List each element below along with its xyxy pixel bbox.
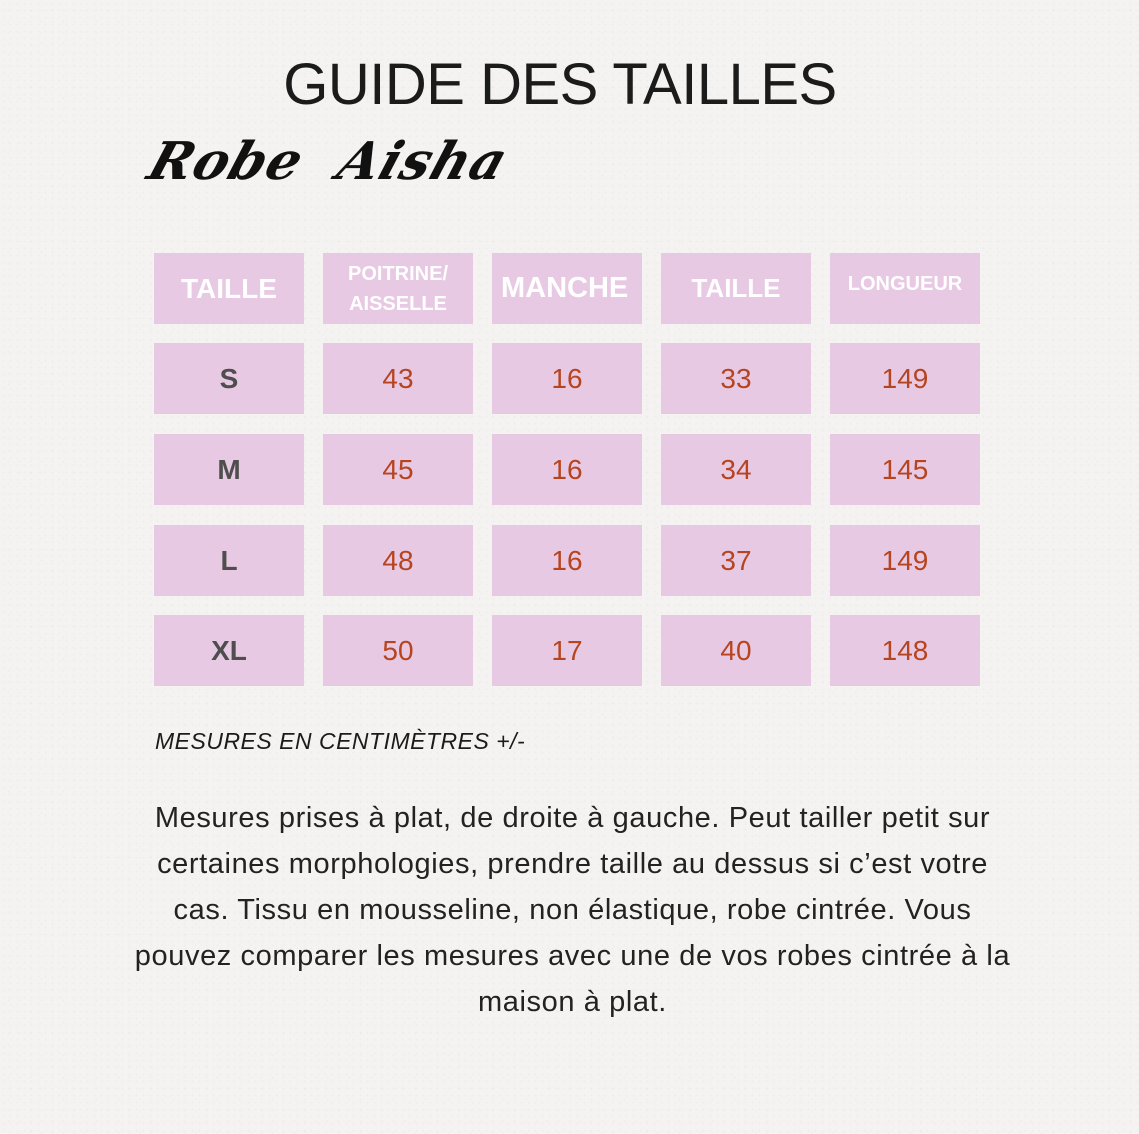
table-cell-size <box>154 343 304 414</box>
cell-value: 16 <box>551 544 583 576</box>
cell-value: 40 <box>720 634 752 666</box>
cell-value: 48 <box>382 544 414 576</box>
cell-value: 149 <box>881 544 929 576</box>
header-cell-sleeve <box>492 253 642 324</box>
header-cell-length <box>830 253 980 324</box>
table-cell <box>830 343 980 414</box>
measurement-unit-note: MESURES EN CENTIMÈTRES +/- <box>155 728 526 754</box>
cell-value: 45 <box>382 453 414 485</box>
cell-value: 33 <box>720 362 752 394</box>
cell-value: 16 <box>551 362 583 394</box>
table-cell <box>323 343 473 414</box>
table-cell <box>323 615 473 686</box>
cell-value: 37 <box>720 544 752 576</box>
header-label: MANCHE <box>501 272 629 304</box>
table-cell <box>830 434 980 505</box>
header-label: LONGUEUR <box>847 273 963 295</box>
table-cell <box>323 434 473 505</box>
table-cell <box>492 615 642 686</box>
page-title: GUIDE DES TAILLES <box>283 52 837 117</box>
table-cell-size <box>154 615 304 686</box>
header-cell-chest <box>323 253 473 324</box>
product-name: Robe Aisha <box>140 131 516 192</box>
cell-value: M <box>217 453 241 485</box>
table-cell-size <box>154 525 304 596</box>
cell-value: 50 <box>382 634 414 666</box>
table-cell <box>661 343 811 414</box>
table-cell <box>323 525 473 596</box>
table-cell <box>661 615 811 686</box>
table-cell <box>661 434 811 505</box>
table-cell-size <box>154 434 304 505</box>
cell-value: 148 <box>881 634 929 666</box>
cell-value: 149 <box>881 362 929 394</box>
table-cell <box>492 343 642 414</box>
table-cell <box>492 525 642 596</box>
cell-value: 17 <box>551 634 583 666</box>
cell-value: 43 <box>382 362 414 394</box>
cell-value: L <box>220 544 238 576</box>
table-cell <box>830 525 980 596</box>
header-label: POITRINE/ AISSELLE <box>347 262 448 315</box>
cell-value: S <box>219 362 239 394</box>
table-cell <box>661 525 811 596</box>
header-label: TAILLE <box>181 272 277 304</box>
cell-value: XL <box>211 634 247 666</box>
header-cell-waist <box>661 253 811 324</box>
table-cell <box>830 615 980 686</box>
header-cell-size <box>154 253 304 324</box>
cell-value: 34 <box>720 453 752 485</box>
table-cell <box>492 434 642 505</box>
header-label: TAILLE <box>691 273 781 303</box>
size-description: Mesures prises à plat, de droite à gauche. Peut tailler petit sur certaines morphologies, prendre taille au dessus si c’est votre cas. Tissu en mousseline, non élastique, robe cintrée. Vous pouvez comparer les mesures avec une de vos robes cintrée à la maison à plat. <box>134 802 1011 1018</box>
cell-value: 16 <box>551 453 583 485</box>
cell-value: 145 <box>881 453 929 485</box>
